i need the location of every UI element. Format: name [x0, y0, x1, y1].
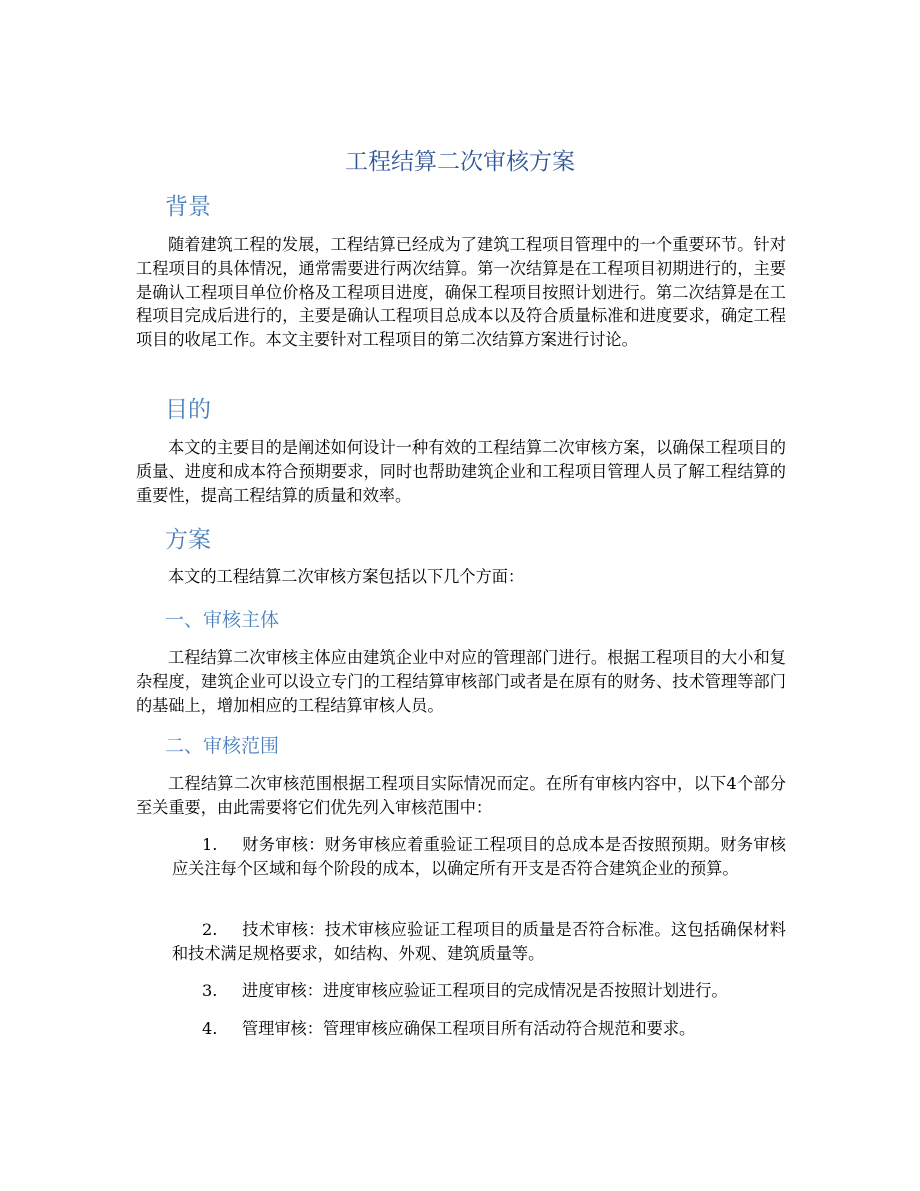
- list-number: 4.: [202, 1019, 218, 1038]
- list-text: 财务审核：财务审核应着重验证工程项目的总成本是否按照预期。财务审核应关注每个区域和每个阶段的成本，以确定所有开支是否符合建筑企业的预算。: [172, 835, 786, 878]
- paragraph-plan: 本文的工程结算二次审核方案包括以下几个方面：: [168, 567, 525, 586]
- list-text: 管理审核：管理审核应确保工程项目所有活动符合规范和要求。: [242, 1019, 696, 1038]
- paragraph-purpose: 本文的主要目的是阐述如何设计一种有效的工程结算二次审核方案，以确保工程项目的质量、进度和成本符合预期要求，同时也帮助建筑企业和工程项目管理人员了解工程结算的重要性，提高工程结算的质量和效率。: [136, 438, 786, 505]
- paragraph-background: 随着建筑工程的发展，工程结算已经成为了建筑工程项目管理中的一个重要环节。针对工程项目的具体情况，通常需要进行两次结算。第一次结算是在工程项目初期进行的，主要是确认工程项目单位价格及工程项目进度，确保工程项目按照计划进行。第二次结算是在工程项目完成后进行的，主要是确认工程项目总成本以及符合质量标准和进度要求，确定工程项目的收尾工作。本文主要针对工程项目的第二次结算方案进行讨论。: [136, 235, 786, 350]
- heading-purpose: 目的: [165, 397, 211, 423]
- paragraph-audit-scope: 工程结算二次审核范围根据工程项目实际情况而定。在所有审核内容中，以下4个部分至关重要，由此需要将它们优先列入审核范围中：: [136, 774, 786, 817]
- heading-background: 背景: [165, 194, 211, 220]
- list-text: 技术审核：技术审核应验证工程项目的质量是否符合标准。这包括确保材料和技术满足规格要求，如结构、外观、建筑质量等。: [172, 920, 786, 963]
- list-text: 进度审核：进度审核应验证工程项目的完成情况是否按照计划进行。: [242, 981, 728, 1000]
- document-title: 工程结算二次审核方案: [345, 149, 575, 175]
- list-item-technical-audit: [172, 918, 786, 966]
- subheading-audit-subject: 一、审核主体: [165, 609, 280, 631]
- list-item-progress-audit: [172, 979, 786, 1003]
- subheading-audit-scope: 二、审核范围: [165, 735, 280, 757]
- list-number: 2.: [202, 920, 218, 939]
- list-number: 3.: [202, 981, 218, 1000]
- heading-plan: 方案: [165, 527, 211, 553]
- list-item-financial-audit: [172, 833, 786, 881]
- list-number: 1.: [202, 835, 218, 854]
- list-item-management-audit: [172, 1017, 786, 1041]
- paragraph-audit-subject: 工程结算二次审核主体应由建筑企业中对应的管理部门进行。根据工程项目的大小和复杂程度，建筑企业可以设立专门的工程结算审核部门或者是在原有的财务、技术管理等部门的基础上，增加相应的工程结算审核人员。: [136, 648, 786, 715]
